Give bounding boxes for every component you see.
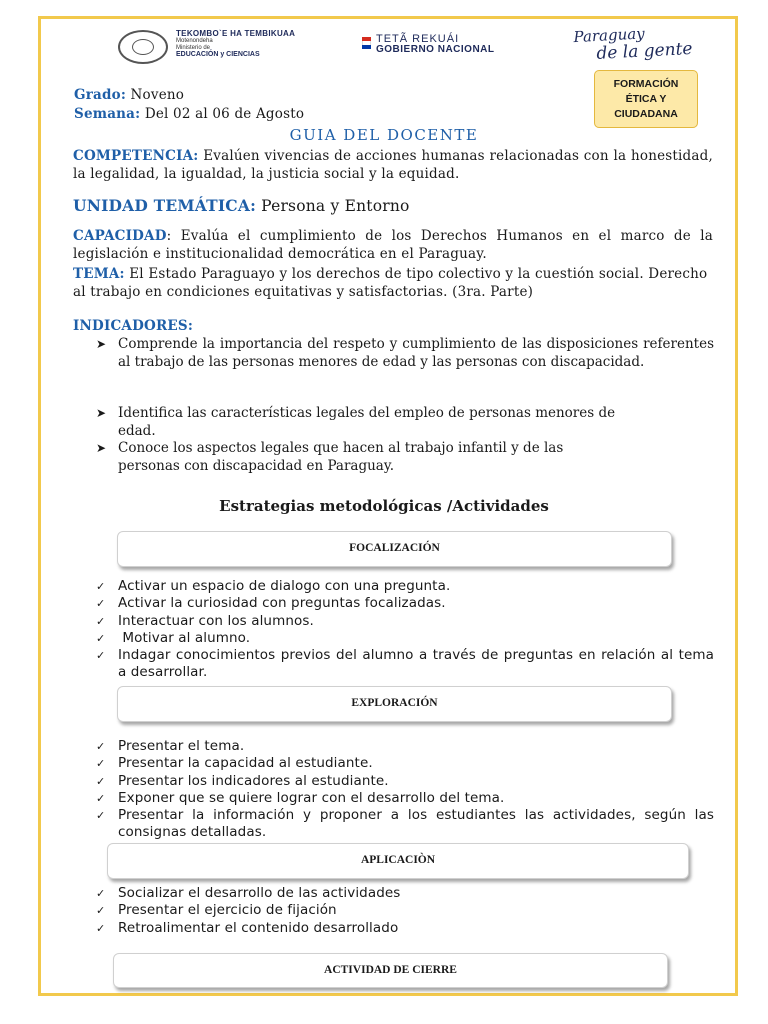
check-icon: ✓ [96,649,106,663]
subject-line-1: FORMACIÓN [613,78,679,90]
grado-row [74,87,184,105]
subject-badge [594,70,698,128]
focalizacion-box [117,531,672,567]
check-icon: ✓ [96,921,106,935]
arrow-bullet-icon: ➤ [96,337,107,351]
page-title: GUIA DEL DOCENTE [289,126,479,144]
capacidad-block [73,228,713,263]
exploracion-title: EXPLORACIÓN [351,697,438,709]
cierre-box [113,953,668,988]
government-logo-text [376,34,495,55]
focalizacion-item: ✓ Indagar conocimientos previos del alumno a través de preguntas en relación al tema a desarrollar. [96,647,714,681]
competencia-block [73,148,713,183]
aplicacion-title: APLICACIÒN [360,854,436,866]
subject-line-2: ÉTICA Y [625,93,667,105]
competencia-text: Evalúen vivencias de acciones humanas relacionadas con la honestidad, la legalidad, la igualdad, la justicia social y la equidad. [73,148,713,182]
tema-label: TEMA: [73,266,125,282]
aplicacion-list [96,885,714,937]
exploracion-box [117,686,672,722]
indicator-item: ➤ Comprende la importancia del respeto y cumplimiento de las disposiciones referentes al trabajo de las personas menores de edad y las personas con discapacidad. [96,336,714,370]
exploracion-item: ✓ Presentar la información y proponer a los estudiantes las actividades, según las consignas detalladas. [96,807,714,841]
check-icon: ✓ [96,597,106,611]
check-icon: ✓ [96,904,106,918]
cierre-title: ACTIVIDAD DE CIERRE [324,964,457,976]
unidad-block [73,196,410,216]
indicadores-label: INDICADORES: [73,318,194,334]
exploracion-item: ✓ Presentar el tema. [96,738,245,754]
grado-value: Noveno [130,87,185,103]
focalizacion-item: ✓ Activar un espacio de dialogo con una pregunta. [96,578,451,594]
indicator-item: ➤ Identifica las características legales del empleo de personas menores de edad. [96,405,616,439]
ministry-seal-icon [118,30,168,64]
mec-line-2: Motenondeha [176,38,213,45]
header-logos [118,26,708,70]
exploracion-item: ✓ Presentar la capacidad al estudiante. [96,755,373,772]
gov-line-2: GOBIERNO NACIONAL [376,44,495,55]
check-icon: ✓ [96,740,106,753]
mec-line-1: TEKOMBO`E HA TEMBIKUAA [176,29,296,38]
gov-line-1: TETÃ REKUÁI [376,33,460,45]
focalizacion-list [96,578,714,682]
exploracion-item: ✓ Exponer que se quiere lograr con el desarrollo del tema. [96,789,505,806]
exploracion-item: ✓ Presentar los indicadores al estudiante. [96,772,389,789]
tema-text: El Estado Paraguayo y los derechos de tipo colectivo y la cuestión social. Derecho al trabajo en condiciones equitativas y satisfactorias. (3ra. Parte) [73,266,708,300]
semana-label: Semana: [74,106,141,122]
aplicacion-box [107,843,689,879]
tema-block [73,266,713,301]
check-icon: ✓ [96,809,106,823]
focalizacion-item: ✓ Motivar al alumno. [96,629,251,646]
check-icon: ✓ [96,887,106,900]
mec-line-4: EDUCACIÓN y CIENCIAS [176,50,260,58]
indicator-item: ➤ Conoce los aspectos legales que hacen al trabajo infantil y de las personas con discapacidad en Paraguay. [96,440,564,474]
focalizacion-title: FOCALIZACIÓN [349,542,440,554]
focalizacion-item: ✓ Activar la curiosidad con preguntas focalizadas. [96,595,446,612]
slogan-line-2: de la gente [595,39,693,65]
subject-line-3: CIUDADANA [614,108,678,120]
arrow-bullet-icon: ➤ [96,441,107,455]
slogan-logo [573,23,693,66]
focalizacion-item: ✓ Interactuar con los alumnos. [96,612,314,629]
unidad-text: Persona y Entorno [261,197,410,215]
indicadores-list [96,336,714,371]
mec-line-3: Ministerio de [176,44,211,51]
slogan-line-1: Paraguay [573,24,646,47]
indicadores-list-2 [96,405,616,475]
competencia-label: COMPETENCIA: [73,148,199,164]
check-icon: ✓ [96,614,106,628]
arrow-bullet-icon: ➤ [96,406,107,420]
paraguay-flag-icon [362,37,371,49]
exploracion-list [96,738,714,842]
grado-label: Grado: [74,87,127,103]
check-icon: ✓ [96,774,106,788]
semana-value: Del 02 al 06 de Agosto [144,106,305,122]
capacidad-text: : Evalúa el cumplimiento de los Derechos Humanos en el marco de la legislación e institucionalidad democrática en el Paraguay. [73,228,713,262]
check-icon: ✓ [96,791,106,805]
check-icon: ✓ [96,580,106,593]
aplicacion-item: ✓ Presentar el ejercicio de fijación [96,902,337,919]
capacidad-label: CAPACIDAD [73,228,167,244]
check-icon: ✓ [96,757,106,771]
unidad-label: UNIDAD TEMÁTICA: [73,196,256,215]
check-icon: ✓ [96,631,106,645]
semana-row [74,106,304,124]
strategies-title: Estrategias metodológicas /Actividades [219,497,549,515]
aplicacion-item: ✓ Socializar el desarrollo de las actividades [96,885,401,901]
aplicacion-item: ✓ Retroalimentar el contenido desarrollado [96,919,399,936]
ministry-logo-text [176,30,295,58]
